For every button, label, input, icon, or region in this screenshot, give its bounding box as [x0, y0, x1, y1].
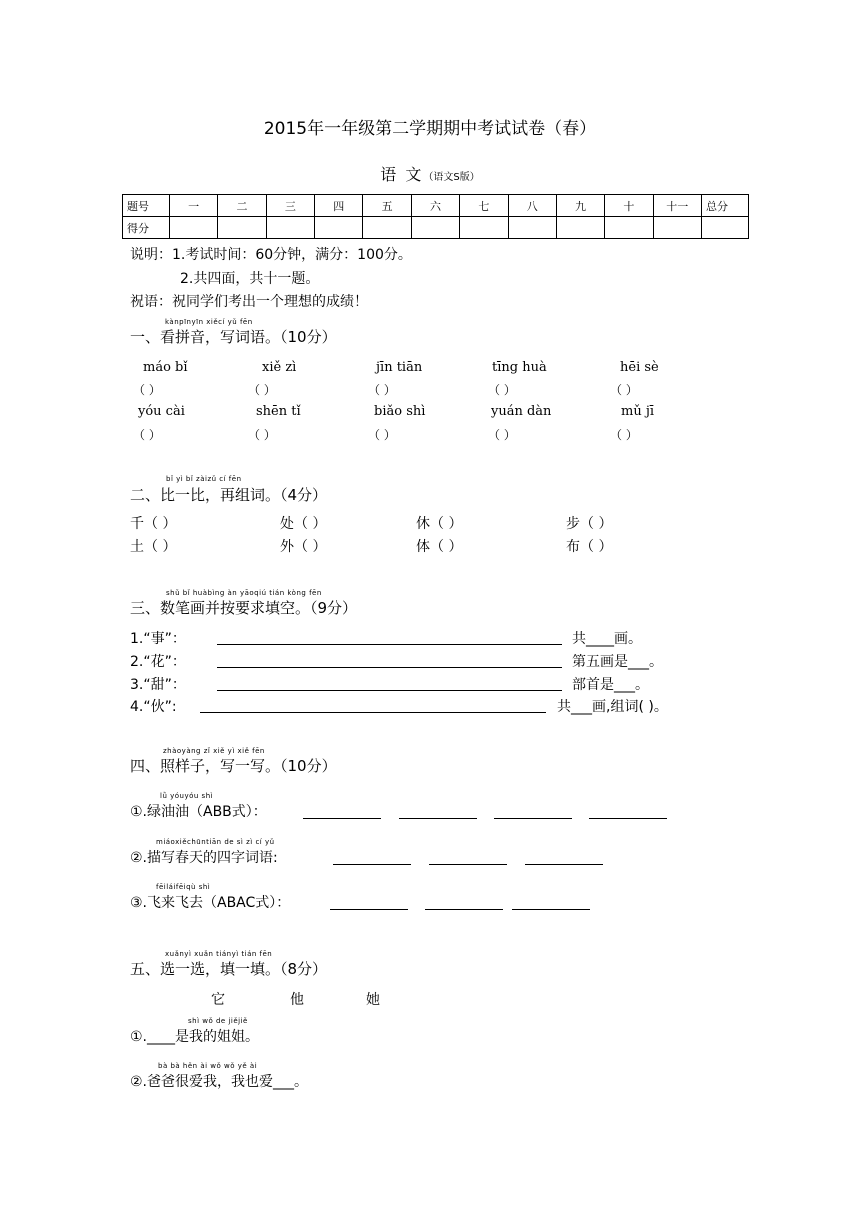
- q5-item1[interactable]: ①.____是我的姐姐。: [130, 1029, 260, 1045]
- exam-title: 2015年一年级第二学期期中考试试卷（春）: [263, 119, 597, 139]
- q1-answer-blank[interactable]: （ ）: [248, 383, 276, 397]
- score-header-cell: 总分: [702, 195, 749, 217]
- score-table-score-row: [123, 217, 749, 239]
- q1-answer-blank[interactable]: （ ）: [133, 383, 161, 397]
- q1-pinyin-item: máo bǐ: [143, 360, 188, 375]
- q5-item2[interactable]: ②.爸爸很爱我，我也爱___。: [130, 1074, 309, 1090]
- score-cell[interactable]: [605, 217, 653, 239]
- q1-pinyin-item: hēi sè: [620, 360, 659, 375]
- q5-pinyin: xuǎnyì xuǎn tiányì tián fēn: [165, 950, 273, 958]
- note-line-1: 说明：1.考试时间：60分钟，满分：100分。: [130, 247, 412, 263]
- q3-item-tail[interactable]: 第五画是___。: [572, 654, 663, 670]
- q1-answer-blank[interactable]: （ ）: [248, 428, 276, 442]
- score-cell[interactable]: [218, 217, 266, 239]
- q3-title: 三、数笔画并按要求填空。（9分）: [130, 599, 358, 617]
- score-header-cell: 六: [411, 195, 459, 217]
- q4-pinyin: zhàoyàng zǐ xiě yì xiě fēn: [163, 747, 265, 755]
- q1-pinyin-item: biǎo shì: [374, 404, 426, 419]
- q2-title: 二、比一比，再组词。（4分）: [130, 486, 328, 504]
- q4-answer-blank[interactable]: [525, 847, 603, 865]
- score-cell[interactable]: [363, 217, 411, 239]
- q4-answer-blank[interactable]: [399, 801, 477, 819]
- q2-compare-item[interactable]: 体（ ）: [416, 539, 463, 555]
- q2-compare-item[interactable]: 土（ ）: [130, 539, 177, 555]
- score-cell[interactable]: [315, 217, 363, 239]
- q3-item: [130, 696, 177, 716]
- q4-item3-pinyin: fēiláifēiqù shì: [156, 883, 211, 891]
- score-header-cell: 三: [266, 195, 314, 217]
- q4-answer-blank[interactable]: [512, 892, 590, 910]
- q2-compare-item[interactable]: 步（ ）: [566, 516, 613, 532]
- score-cell[interactable]: [266, 217, 314, 239]
- q3-stroke-blank[interactable]: [217, 628, 562, 645]
- q4-answer-blank[interactable]: [303, 801, 381, 819]
- score-header-cell: 五: [363, 195, 411, 217]
- q4-answer-blank[interactable]: [425, 892, 503, 910]
- score-cell[interactable]: [460, 217, 508, 239]
- q1-answer-blank[interactable]: （ ）: [368, 428, 396, 442]
- q5-choice: 她: [366, 992, 380, 1008]
- edition-label: （语文S版）: [423, 172, 480, 183]
- q4-item1-pinyin: lǜ yóuyóu shì: [160, 792, 214, 800]
- q5-item2-pinyin: bà bà hěn ài wǒ wǒ yě ài: [158, 1062, 258, 1070]
- q4-answer-blank[interactable]: [333, 847, 411, 865]
- subject-name: 语 文: [380, 165, 424, 184]
- q1-pinyin-item: jīn tiān: [376, 360, 423, 375]
- q4-item2-pinyin: miáoxiěchūntiān de sì zì cí yǔ: [156, 838, 275, 846]
- q1-pinyin-item: tīng huà: [492, 360, 547, 375]
- q1-pinyin-item: mǔ jī: [621, 404, 655, 419]
- note-line-3: 祝语：祝同学们考出一个理想的成绩！: [130, 294, 368, 310]
- score-cell[interactable]: [653, 217, 701, 239]
- q2-compare-item[interactable]: 布（ ）: [566, 539, 613, 555]
- q4-answer-blank[interactable]: [429, 847, 507, 865]
- q1-answer-blank[interactable]: （ ）: [488, 383, 516, 397]
- q4-answer-blank[interactable]: [589, 801, 667, 819]
- score-cell[interactable]: [170, 217, 218, 239]
- q4-item3-label: ③.飞来飞去（ABAC式）：: [130, 895, 291, 911]
- q4-item2-label: ②.描写春天的四字词语:: [130, 850, 278, 866]
- q3-item-tail[interactable]: 部首是___。: [572, 677, 649, 693]
- score-cell[interactable]: [702, 217, 749, 239]
- score-header-cell: 一: [170, 195, 218, 217]
- note-line-2: 2.共四面，共十一题。: [180, 271, 320, 287]
- q1-pinyin-item: yuán dàn: [491, 404, 552, 419]
- score-header-cell: 十一: [653, 195, 701, 217]
- score-header-cell: 题号: [123, 195, 170, 217]
- q1-answer-blank[interactable]: （ ）: [368, 383, 396, 397]
- score-cell[interactable]: [411, 217, 459, 239]
- score-table: [122, 194, 749, 239]
- q1-pinyin-item: shēn tǐ: [256, 404, 301, 419]
- q4-item1-label: ①.绿油油（ABB式）：: [130, 804, 267, 820]
- q3-stroke-blank[interactable]: [217, 651, 562, 668]
- q1-answer-blank[interactable]: （ ）: [133, 428, 161, 442]
- q1-answer-blank[interactable]: （ ）: [610, 428, 638, 442]
- q3-item-label: 3.“甜”：: [130, 677, 186, 693]
- score-header-cell: 二: [218, 195, 266, 217]
- q5-item1-pinyin: shì wǒ de jiějiě: [188, 1017, 248, 1025]
- score-header-cell: 七: [460, 195, 508, 217]
- q3-item: [130, 628, 186, 648]
- q1-pinyin: kànpīnyīn xiěcí yǔ fēn: [165, 318, 253, 326]
- q4-title: 四、照样子，写一写。（10分）: [130, 757, 337, 775]
- score-cell[interactable]: [556, 217, 604, 239]
- q3-item-label: 4.“伙”:: [130, 699, 177, 715]
- q1-answer-blank[interactable]: （ ）: [488, 428, 516, 442]
- q2-compare-item[interactable]: 外（ ）: [280, 539, 327, 555]
- q3-item-label: 1.“事”：: [130, 631, 186, 647]
- q3-item-tail[interactable]: 共___画,组词( )。: [557, 699, 668, 715]
- q3-pinyin: shǔ bǐ huàbìng àn yāoqiú tián kòng fēn: [166, 589, 322, 597]
- q3-item: [130, 674, 186, 694]
- q1-pinyin-item: xiě zì: [262, 360, 297, 375]
- score-header-cell: 四: [315, 195, 363, 217]
- q3-item: [130, 651, 186, 671]
- q3-item-tail[interactable]: 共____画。: [572, 631, 642, 647]
- q5-choice: 他: [290, 992, 304, 1008]
- q1-pinyin-item: yóu cài: [138, 404, 185, 419]
- score-cell[interactable]: [508, 217, 556, 239]
- q2-compare-item[interactable]: 休（ ）: [416, 516, 463, 532]
- q4-answer-blank[interactable]: [494, 801, 572, 819]
- score-row-label: 得分: [123, 217, 170, 239]
- q4-answer-blank[interactable]: [330, 892, 408, 910]
- score-header-cell: 十: [605, 195, 653, 217]
- q3-item-label: 2.“花”：: [130, 654, 186, 670]
- q3-stroke-blank[interactable]: [200, 696, 546, 713]
- q1-title: 一、看拼音，写词语。（10分）: [130, 328, 337, 346]
- q3-stroke-blank[interactable]: [217, 674, 562, 691]
- q2-compare-item[interactable]: 千（ ）: [130, 516, 177, 532]
- q2-compare-item[interactable]: 处（ ）: [280, 516, 327, 532]
- score-table-header-row: [123, 195, 749, 217]
- score-header-cell: 九: [556, 195, 604, 217]
- score-header-cell: 八: [508, 195, 556, 217]
- q2-pinyin: bǐ yì bǐ zàizǔ cí fēn: [166, 475, 242, 483]
- exam-subtitle: [0, 162, 860, 185]
- q5-choice: 它: [211, 992, 225, 1008]
- q5-title: 五、选一选，填一填。（8分）: [130, 960, 328, 978]
- q1-answer-blank[interactable]: （ ）: [610, 383, 638, 397]
